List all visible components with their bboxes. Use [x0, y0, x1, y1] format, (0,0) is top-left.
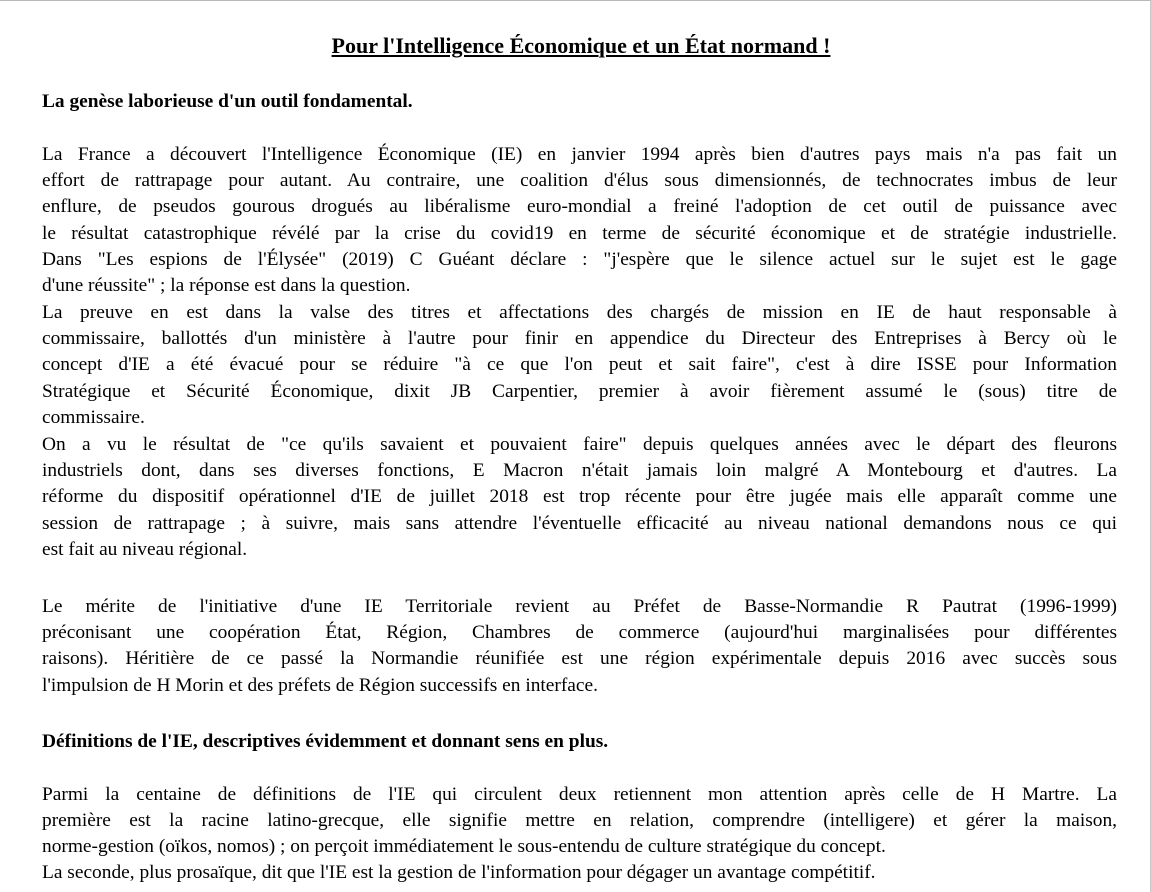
paragraph-line: le résultat catastrophique révélé par la crise du covid19 en terme de sécurité économique et de stratégie industrielle. [42, 222, 1117, 244]
paragraph-line: On a vu le résultat de "ce qu'ils savaient et pouvaient faire" depuis quelques années avec le départ des fleurons [42, 434, 1117, 455]
section-heading-definitions: Définitions de l'IE, descriptives évidemment et donnant sens en plus. [42, 731, 609, 752]
document-title: Pour l'Intelligence Économique et un État normand ! [331, 33, 831, 58]
paragraph-line: commissaire. [42, 406, 145, 428]
section-heading-genese: La genèse laborieuse d'un outil fondamental. [42, 91, 413, 112]
paragraph-line: Stratégique et Sécurité Économique, dixit JB Carpentier, premier à avoir fièrement assumé le (sous) titre de [42, 380, 1117, 402]
paragraph-line: La France a découvert l'Intelligence Économique (IE) en janvier 1994 après bien d'autres pays mais n'a pas fait un [42, 144, 1117, 165]
paragraph-line: première est la racine latino-grecque, elle signifie mettre en relation, comprendre (intelligere) et gérer la maison, [42, 810, 1117, 832]
paragraph-line: Dans "Les espions de l'Élysée" (2019) C Guéant déclare : "j'espère que le silence actuel sur le sujet est le gage [42, 249, 1117, 270]
paragraph-line: La seconde, plus prosaïque, dit que l'IE est la gestion de l'information pour dégager un avantage compétitif. [42, 862, 876, 883]
paragraph-line: commissaire, ballottés d'un ministère à l'autre pour finir en appendice du Directeur des Entreprises à Bercy où le [42, 328, 1117, 350]
paragraph-line: norme-gestion (oïkos, nomos) ; on perçoit immédiatement le sous-entendu de culture stratégique du concept. [42, 836, 886, 858]
paragraph-merite [42, 594, 1117, 699]
paragraph-line: Le mérite de l'initiative d'une IE Territoriale revient au Préfet de Basse-Normandie R Pautrat (1996-1999) [42, 596, 1117, 617]
paragraph-line: session de rattrapage ; à suivre, mais sans attendre l'éventuelle efficacité au niveau national demandons nous ce qui [42, 512, 1117, 534]
paragraph-seconde [42, 860, 1117, 886]
paragraph-line: concept d'IE a été évacué pour se réduire "à ce que l'on peut et sait faire", c'est à dire ISSE pour Information [42, 354, 1117, 376]
paragraph-line: raisons). Héritière de ce passé la Normandie réunifiée est une région expérimentale depuis 2016 avec succès sous [42, 648, 1117, 670]
paragraph-line: enflure, de pseudos gourous drogués au libéralisme euro-mondial a freiné l'adoption de cet outil de puissance avec [42, 196, 1117, 218]
paragraph-line: réforme du dispositif opérationnel d'IE de juillet 2018 est trop récente pour être jugée mais elle apparaît comme une [42, 486, 1117, 508]
paragraph-resultat [42, 432, 1117, 563]
paragraph-line: La preuve en est dans la valse des titres et affectations des chargés de mission en IE de haut responsable à [42, 302, 1117, 323]
paragraph-gueant [42, 247, 1117, 299]
paragraph-line: industriels dont, dans ses diverses fonctions, E Macron n'était jamais loin malgré A Montebourg et d'autres. La [42, 460, 1117, 482]
paragraph-line: est fait au niveau régional. [42, 538, 248, 560]
paragraph-line: préconisant une coopération État, Région, Chambres de commerce (aujourd'hui marginalisées pour différentes [42, 622, 1117, 644]
paragraph-france-decouverte [42, 142, 1117, 247]
paragraph-definitions [42, 782, 1117, 861]
paragraph-line: d'une réussite" ; la réponse est dans la question. [42, 275, 411, 297]
paragraph-line: l'impulsion de H Morin et des préfets de Région successifs en interface. [42, 674, 598, 696]
paragraph-preuve [42, 300, 1117, 431]
paragraph-line: effort de rattrapage pour autant. Au contraire, une coalition d'élus sous dimensionnés, de technocrates imbus de leur [42, 170, 1117, 192]
paragraph-line: Parmi la centaine de définitions de l'IE qui circulent deux retiennent mon attention après celle de H Martre. La [42, 784, 1117, 805]
